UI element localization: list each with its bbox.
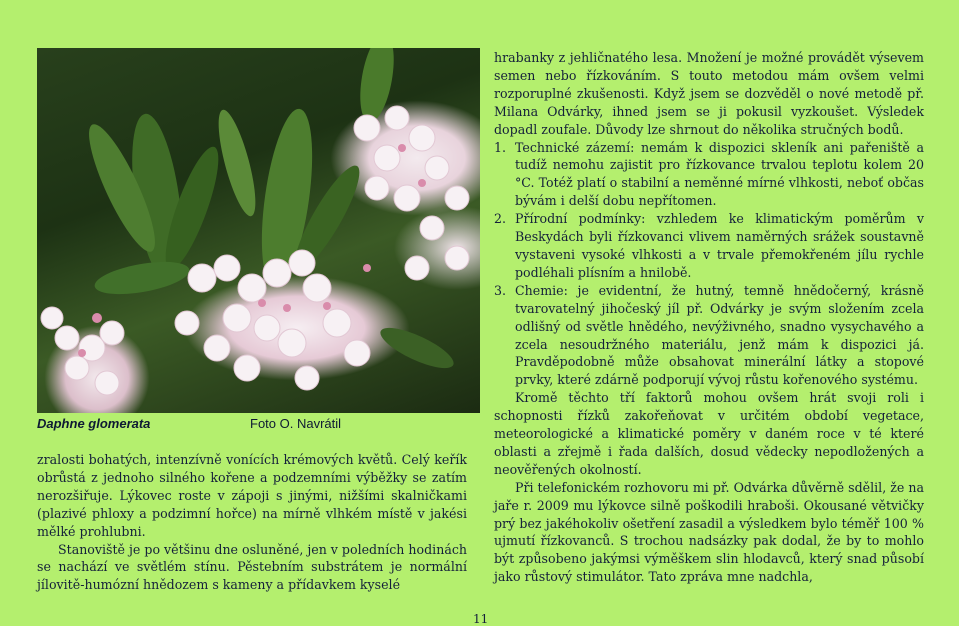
list-text: Technické zázemí: nemám k dispozici skleník ani pařeniště a tudíž nemohu zajistit pro řízkovance trvalou teplotu kolem 20 °C. Totéž platí o stabilní a neměnné mírné vlhkosti, neboť občas bývám i delší dobu nepřítomen. [515,139,924,209]
left-text-column [37,451,467,594]
left-paragraph: zralosti bohatých, intenzívně vonících krémových květů. Celý keřík obrůstá z jednoho silného kořene a podzemními výběžky se zatím nerozšiřuje. Lýkovec roste v zápoji s jinými, nižšími skalničkami (plazivé phloxy a podzimní hořce) na mírně vlhkém místě v jakési mělké prohlubni. [37,452,467,539]
list-text: Přírodní podmínky: vzhledem ke klimatickým poměrům v Beskydách byli řízkovanci vlivem naměrných srážek soustavně vystaveni vysoké vlhkosti a v trvale přemokřeném jílu rychle podléhali plísním a hnilobě. [515,211,924,280]
flower-illustration [37,48,480,413]
photo-caption-credit: Foto O. Navrátil [250,416,342,431]
page-number: 11 [473,612,489,626]
list-number: 2. [494,211,507,227]
list-item [494,139,924,211]
list-item [494,282,924,389]
list-text: Chemie: je evidentní, že hutný, temně hnědočerný, krásně tvarovatelný jihočeský jíl př. Odvárky je svým složením zcela odlišný od světle hnědého, nevýživného, snadno vysychavého a zcela nesoudržného materiálu, jenž mám k dispozici já. Pravděpodobně může obsahovat minerální látky a stopové prvky, které zdárně podporují vývoj růstu kořenového systému. [515,282,924,388]
daphne-photo [37,48,480,413]
left-paragraph: Stanoviště je po většinu dne osluněné, jen v poledních hodinách se nachází ve světlém stínu. Pěstebním substrátem je normální jílovitě-humózní hnědozem s kameny a přídavkem kyselé [37,541,467,593]
right-text-column [494,49,924,586]
photo-caption-species: Daphne glomerata [37,416,151,431]
right-paragraph: Při telefonickém rozhovoru mi př. Odvárka důvěrně sdělil, že na jaře r. 2009 mu lýkovce silně poškodili hraboši. Okousané větvičky prý bez jakéhokoliv ošetření zasadil a výsledkem bylo téměř 100 % ujmutí řízkovanců. S trochou nadsázky pak dodal, že by to mohlo být způsobeno jakýmsi výměškem slin hlodavců, který snad působí jako růstový stimulátor. Tato zpráva mne nadchla, [494,479,924,585]
list-number: 3. [494,282,507,298]
right-paragraph: Kromě těchto tří faktorů mohou ovšem hrát svoji roli i schopnosti řízků zakořeňovat v určitém období vegetace, meteorologické a klimatické poměry v daném roce v té které oblasti a zřejmě i řada dalších, dosud vědecky nepodložených a neověřených okolností. [494,390,924,477]
list-number: 1. [494,139,507,155]
right-paragraph: hrabanky z jehličnatého lesa. Množení je možné provádět výsevem semen nebo řízkováním. S touto metodou mám ovšem velmi rozporuplné zkušenosti. Když jsem se dozvěděl o nové metodě př. Milana Odvárky, ihned jsem se ji pokusil vyzkoušet. Výsledek dopadl zoufale. Důvody lze shrnout do několika stručných bodů. [494,50,924,137]
list-item [494,210,924,282]
